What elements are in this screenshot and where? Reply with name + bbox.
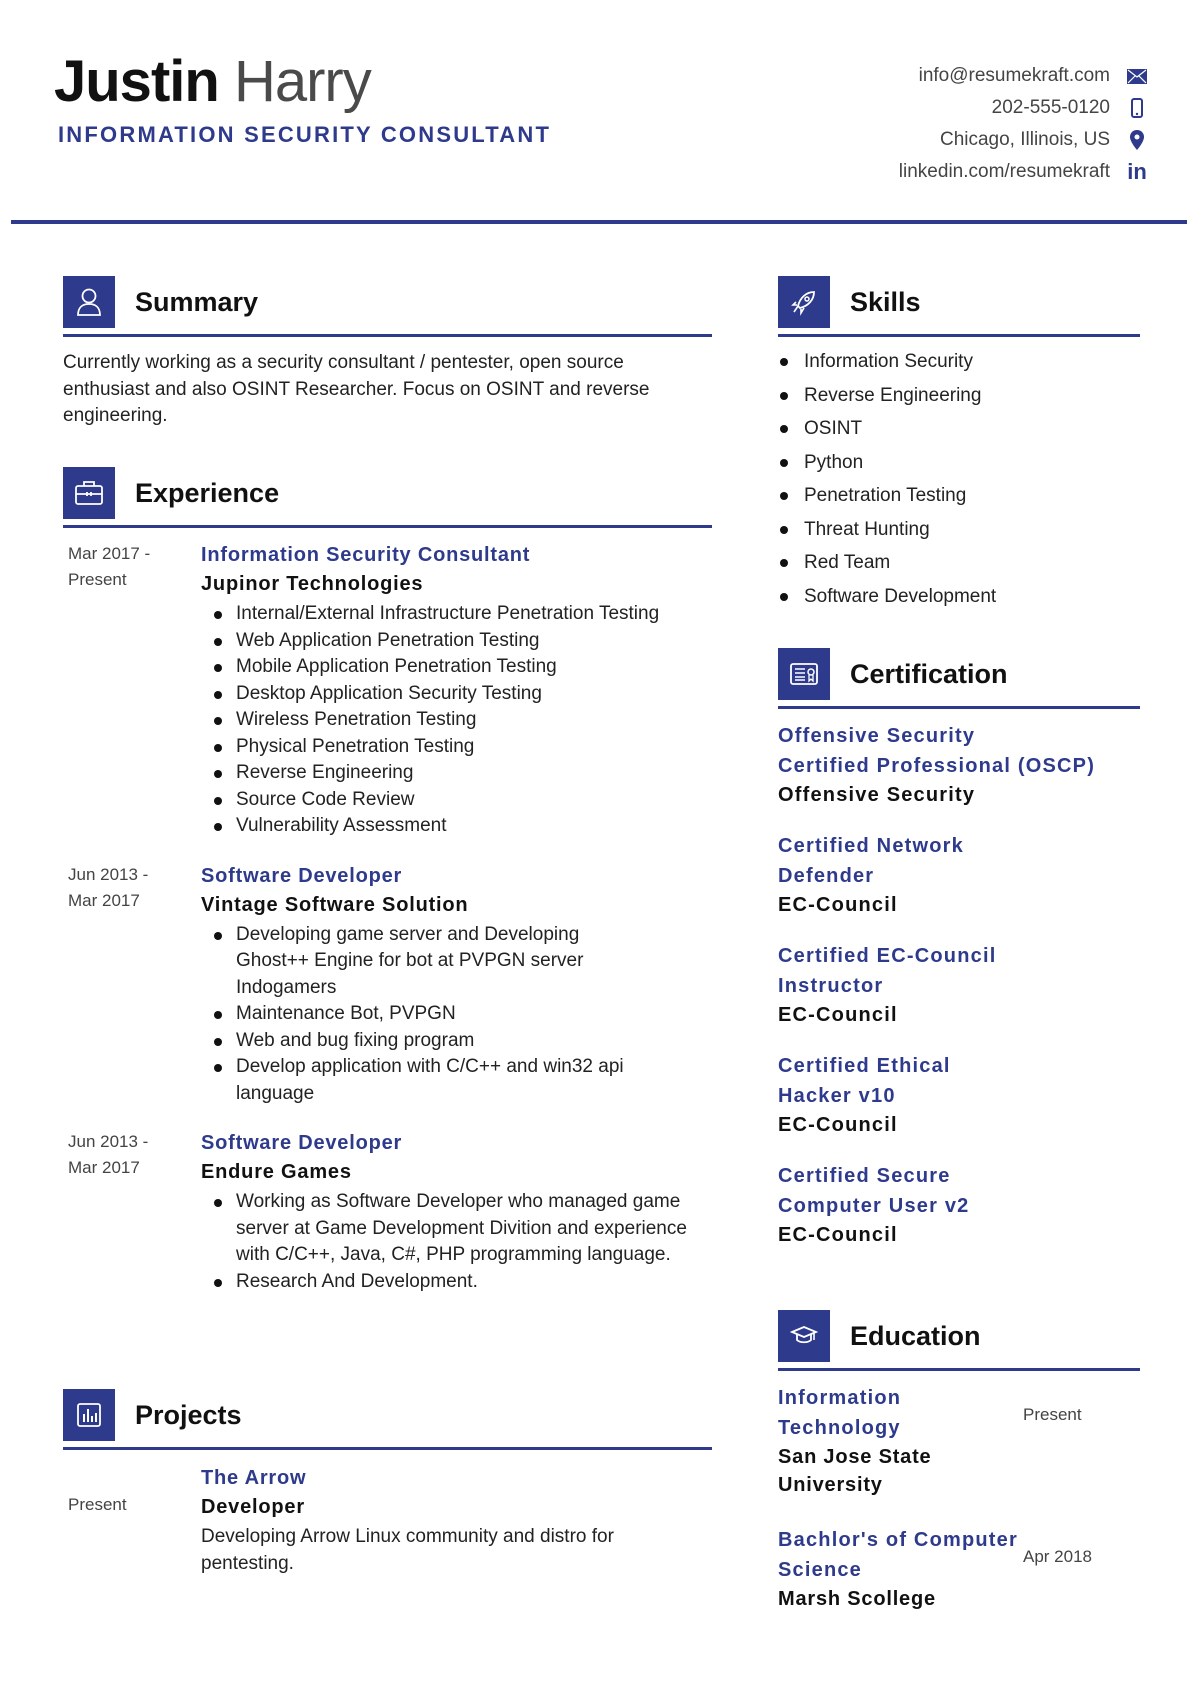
section-divider bbox=[778, 706, 1140, 709]
job-position: Information Security Consultant bbox=[201, 544, 531, 566]
email-text: info@resumekraft.com bbox=[918, 65, 1110, 86]
project-title: The Arrow bbox=[201, 1467, 307, 1489]
job-date: Mar 2017 - Present bbox=[68, 544, 151, 589]
envelope-icon bbox=[1126, 65, 1148, 87]
skill-item: Information Security bbox=[778, 345, 1140, 379]
cert-issuer: EC-Council bbox=[778, 1004, 898, 1026]
list-item: Web and bug fixing program bbox=[201, 1028, 642, 1055]
school: San Jose State University bbox=[778, 1446, 932, 1496]
cert-issuer: EC-Council bbox=[778, 1224, 898, 1246]
candidate-name bbox=[54, 50, 371, 114]
cert-title: Certified EC-Council Instructor bbox=[778, 945, 997, 997]
contact-linkedin[interactable] bbox=[899, 156, 1148, 188]
first-name: Justin bbox=[54, 49, 219, 114]
section-divider bbox=[778, 1368, 1140, 1371]
section-heading: Experience bbox=[135, 477, 280, 508]
job-bullets bbox=[201, 1189, 702, 1295]
list-item: Mobile Application Penetration Testing bbox=[201, 654, 712, 681]
section-divider bbox=[63, 1447, 712, 1450]
cert-title: Certified Network Defender bbox=[778, 835, 964, 887]
list-item: Wireless Penetration Testing bbox=[201, 707, 712, 734]
education-entry bbox=[778, 1525, 1140, 1613]
list-item: Research And Development. bbox=[201, 1269, 702, 1296]
list-item: Reverse Engineering bbox=[201, 760, 712, 787]
section-heading: Certification bbox=[850, 658, 1008, 689]
job-entry bbox=[63, 541, 712, 840]
degree: Information Technology bbox=[778, 1387, 902, 1439]
project-description: Developing Arrow Linux community and distro for pentesting. bbox=[201, 1526, 614, 1574]
cert-issuer: EC-Council bbox=[778, 894, 898, 916]
contact-phone[interactable] bbox=[899, 92, 1148, 124]
certification-section bbox=[778, 648, 1140, 1271]
contact-location bbox=[899, 124, 1148, 156]
bar-chart-icon bbox=[63, 1389, 115, 1441]
list-item: Maintenance Bot, PVPGN bbox=[201, 1001, 642, 1028]
skill-item: Red Team bbox=[778, 546, 1140, 580]
last-name: Harry bbox=[233, 49, 371, 114]
skill-item: Python bbox=[778, 446, 1140, 480]
education-section bbox=[778, 1310, 1140, 1639]
header-divider bbox=[11, 220, 1187, 224]
cert-title: Certified Secure Computer User v2 bbox=[778, 1165, 970, 1217]
skills-section bbox=[778, 276, 1140, 613]
skill-item: Threat Hunting bbox=[778, 513, 1140, 547]
list-item: Vulnerability Assessment bbox=[201, 813, 712, 840]
section-divider bbox=[63, 525, 712, 528]
skill-item: Penetration Testing bbox=[778, 479, 1140, 513]
summary-text: Currently working as a security consultant / pentester, open source enthusiast and also OSINT Researcher. Focus on OSINT and reverse engineering. bbox=[63, 352, 650, 426]
map-pin-icon bbox=[1126, 129, 1148, 151]
section-heading: Education bbox=[850, 1320, 981, 1351]
mobile-icon bbox=[1126, 97, 1148, 119]
job-bullets bbox=[201, 922, 642, 1108]
skill-item: Reverse Engineering bbox=[778, 379, 1140, 413]
job-title: INFORMATION SECURITY CONSULTANT bbox=[58, 122, 552, 147]
contact-email[interactable] bbox=[899, 60, 1148, 92]
certification-entry bbox=[778, 941, 1140, 1029]
list-item: Internal/External Infrastructure Penetration Testing bbox=[201, 601, 712, 628]
phone-text: 202-555-0120 bbox=[991, 97, 1110, 118]
rocket-icon bbox=[778, 276, 830, 328]
list-item: Web Application Penetration Testing bbox=[201, 628, 712, 655]
cert-issuer: Offensive Security bbox=[778, 784, 976, 806]
list-item: Developing game server and Developing Ghost++ Engine for bot at PVPGN server Indogamers bbox=[201, 922, 642, 1002]
list-item: Develop application with C/C++ and win32 api language bbox=[201, 1054, 642, 1107]
job-bullets bbox=[201, 601, 712, 840]
certification-entry bbox=[778, 831, 1140, 919]
education-entry bbox=[778, 1383, 1140, 1499]
skill-item: Software Development bbox=[778, 580, 1140, 614]
list-item: Desktop Application Security Testing bbox=[201, 681, 712, 708]
cert-title: Certified Ethical Hacker v10 bbox=[778, 1055, 951, 1107]
section-heading: Projects bbox=[135, 1399, 242, 1430]
contact-list bbox=[899, 60, 1148, 188]
education-date: Present bbox=[1023, 1405, 1082, 1424]
certification-entry bbox=[778, 1161, 1140, 1249]
skills-list bbox=[778, 345, 1140, 613]
location-text: Chicago, Illinois, US bbox=[939, 129, 1110, 150]
skill-item: OSINT bbox=[778, 412, 1140, 446]
summary-section bbox=[63, 276, 712, 430]
projects-section bbox=[63, 1389, 712, 1577]
cert-issuer: EC-Council bbox=[778, 1114, 898, 1136]
section-heading: Summary bbox=[135, 286, 259, 317]
job-date: Jun 2013 - Mar 2017 bbox=[68, 864, 149, 910]
job-company: Vintage Software Solution bbox=[201, 893, 469, 916]
job-company: Endure Games bbox=[201, 1161, 352, 1183]
section-divider bbox=[63, 334, 712, 337]
job-position: Software Developer bbox=[201, 1132, 403, 1154]
experience-section bbox=[63, 467, 712, 1295]
education-date: Apr 2018 bbox=[1023, 1547, 1092, 1566]
job-date: Jun 2013 - Mar 2017 bbox=[68, 1132, 149, 1177]
certification-entry bbox=[778, 1051, 1140, 1139]
linkedin-text: linkedin.com/resumekraft bbox=[898, 161, 1110, 182]
linkedin-icon: in bbox=[1127, 159, 1147, 184]
job-company: Jupinor Technologies bbox=[201, 573, 424, 595]
cert-title: Offensive Security Certified Professional (OSCP) bbox=[778, 725, 1096, 777]
project-role: Developer bbox=[201, 1496, 305, 1518]
certification-entry bbox=[778, 721, 1140, 809]
project-date: Present bbox=[68, 1495, 127, 1514]
list-item: Working as Software Developer who managed game server at Game Development Divition and experience with C/C++, Java, C#, PHP programming language. bbox=[201, 1189, 702, 1269]
job-entry bbox=[63, 1129, 712, 1295]
graduation-cap-icon bbox=[778, 1310, 830, 1362]
job-position: Software Developer bbox=[201, 864, 403, 887]
school: Marsh Scollege bbox=[778, 1588, 936, 1610]
briefcase-icon bbox=[63, 467, 115, 519]
project-entry bbox=[63, 1464, 712, 1577]
section-heading: Skills bbox=[850, 286, 921, 317]
list-item: Physical Penetration Testing bbox=[201, 734, 712, 761]
degree: Bachlor's of Computer Science bbox=[778, 1529, 1018, 1581]
certificate-icon bbox=[778, 648, 830, 700]
section-divider bbox=[778, 334, 1140, 337]
job-entry bbox=[63, 862, 712, 1108]
list-item: Source Code Review bbox=[201, 787, 712, 814]
user-icon bbox=[63, 276, 115, 328]
